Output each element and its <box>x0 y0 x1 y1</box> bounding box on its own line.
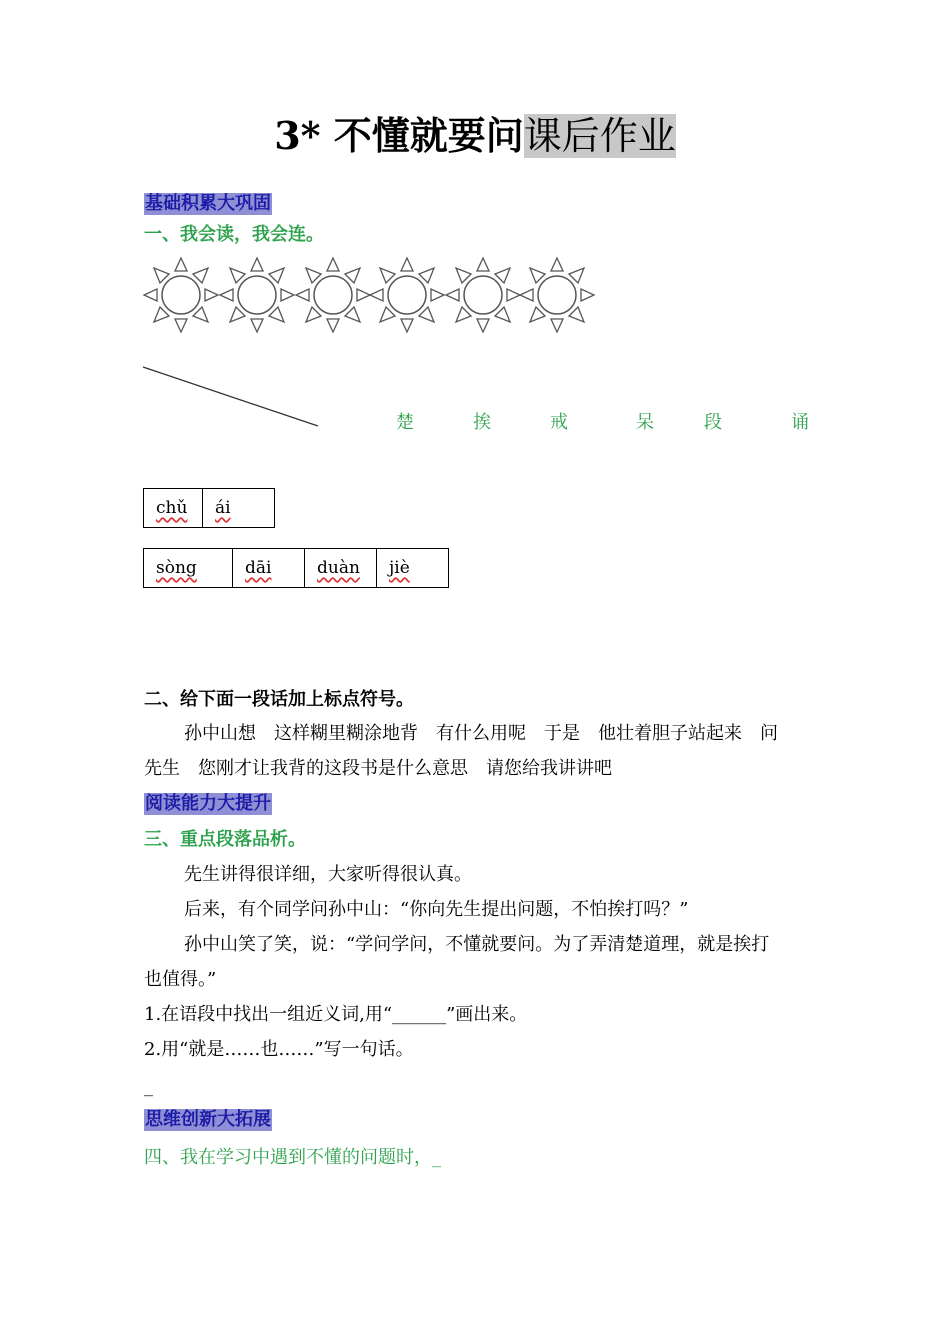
q3-p3-line1: 孙中山笑了笑，说：“学问学问，不懂就要问。为了弄清楚道理，就是挨打 <box>184 934 770 955</box>
q1-heading: 一、我会读，我会连。 <box>144 224 324 245</box>
section-thinking: 思维创新大拓展 <box>145 1109 271 1130</box>
q3-item2: 2.用“就是……也……”写一句话。 <box>144 1039 414 1060</box>
pinyin-cell: chǔ <box>144 489 203 528</box>
sun-icon <box>220 258 294 332</box>
char-item: 诵 <box>791 412 809 433</box>
q3-p3-line2: 也值得。” <box>144 969 217 990</box>
q2-text-line2: 先生 您刚才让我背的这段书是什么意思 请您给我讲讲吧 <box>144 758 612 779</box>
sun-icon <box>446 258 520 332</box>
pinyin-cell: duàn <box>305 549 377 588</box>
q2-text-line1: 孙中山想 这样糊里糊涂地背 有什么用呢 于是 他壮着胆子站起来 问 <box>184 723 778 744</box>
title-highlight: 课后作业 <box>523 114 676 158</box>
sun-icon <box>520 258 594 332</box>
q3-p1: 先生讲得很详细，大家听得很认真。 <box>184 864 472 885</box>
pinyin-table-2 <box>143 548 449 588</box>
q2-heading: 二、给下面一段话加上标点符号。 <box>144 689 414 710</box>
section-basic: 基础积累大巩固 <box>145 193 271 214</box>
pinyin-cell: jiè <box>377 549 449 588</box>
sun-icon <box>370 258 444 332</box>
q3-heading: 三、重点段落品析。 <box>144 829 306 850</box>
char-item: 段 <box>704 412 722 433</box>
connector-line <box>142 364 322 430</box>
q3-blank[interactable]: _ <box>144 1076 153 1097</box>
char-item: 楚 <box>396 412 414 433</box>
pinyin-table-1 <box>143 488 275 528</box>
sun-row <box>143 253 603 337</box>
title-main: 3* 不懂就要问 <box>274 113 524 158</box>
q3-p2: 后来，有个同学问孙中山：“你向先生提出问题，不怕挨打吗？” <box>184 899 689 920</box>
pinyin-cell: ái <box>203 489 275 528</box>
sun-icon <box>296 258 370 332</box>
pinyin-cell: dāi <box>233 549 305 588</box>
char-item: 呆 <box>636 412 654 433</box>
page-title <box>0 108 950 164</box>
char-item: 挨 <box>473 412 491 433</box>
sun-icon <box>144 258 218 332</box>
pinyin-cell: sòng <box>144 549 233 588</box>
q4-text: 四、我在学习中遇到不懂的问题时，_ <box>144 1147 441 1168</box>
q3-item1: 1.在语段中找出一组近义词,用“______”画出来。 <box>144 1004 528 1025</box>
section-reading: 阅读能力大提升 <box>145 793 271 814</box>
char-item: 戒 <box>550 412 568 433</box>
